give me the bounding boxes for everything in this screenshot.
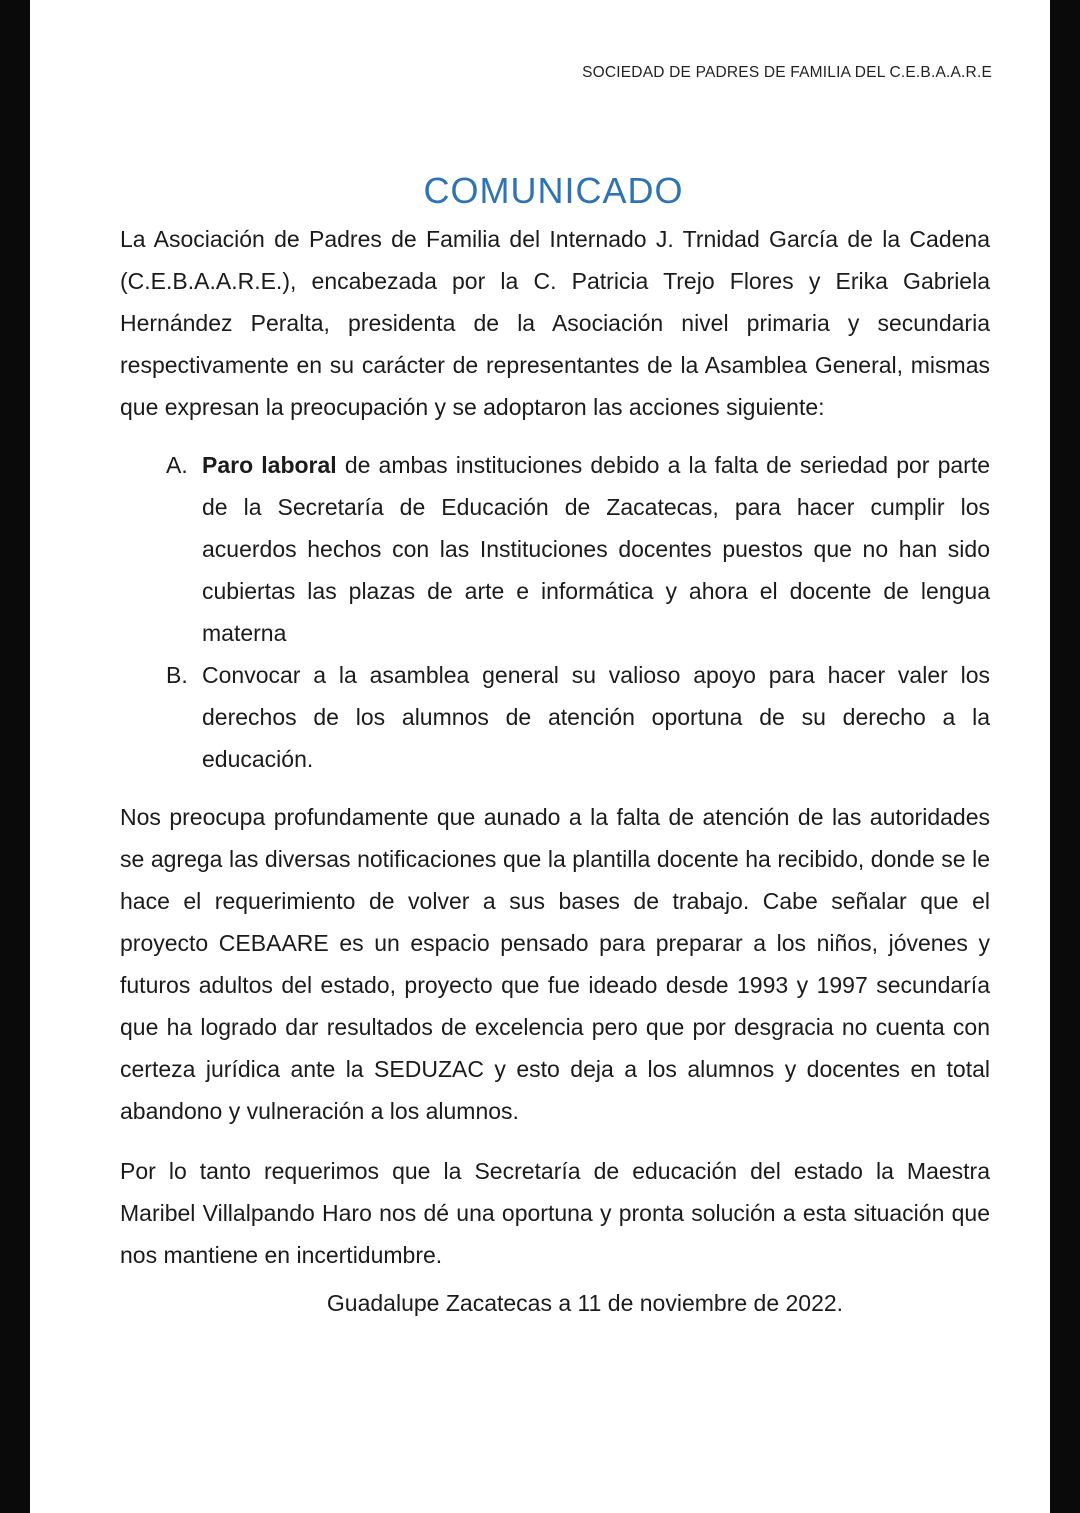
request-paragraph: Por lo tanto requerimos que la Secretaría de educación del estado la Maestra Maribel Villalpando Haro nos dé una oportuna y pronta solución a esta situación que nos mantiene en incertidumbre. [120, 1158, 990, 1268]
list-marker-a: A. [166, 452, 188, 478]
list-marker-b: B. [166, 662, 188, 688]
list-item-a-bold: Paro laboral [202, 452, 337, 478]
list-item-b-text: Convocar a la asamblea general su valioso apoyo para hacer valer los derechos de los alumnos de atención oportuna de su derecho a la educación. [202, 662, 990, 772]
actions-list [166, 444, 990, 780]
list-item-b [166, 654, 990, 780]
document-title: COMUNICADO [423, 170, 684, 211]
closing-date: Guadalupe Zacatecas a 11 de noviembre de 2022. [326, 1290, 844, 1316]
organization-header: SOCIEDAD DE PADRES DE FAMILIA DEL C.E.B.A.A.R.E [582, 64, 992, 81]
list-item-a [166, 444, 990, 654]
list-item-a-text: de ambas instituciones debido a la falta de seriedad por parte de la Secretaría de Educación de Zacatecas, para hacer cumplir los acuerdos hechos con las Instituciones docentes puestos que no han sido cubiertas las plazas de arte e informática y ahora el docente de lengua materna [202, 452, 991, 646]
concern-paragraph: Nos preocupa profundamente que aunado a la falta de atención de las autoridades se agrega las diversas notificaciones que la plantilla docente ha recibido, donde se le hace el requerimiento de volver a sus bases de trabajo. Cabe señalar que el proyecto CEBAARE es un espacio pensado para preparar a los niños, jóvenes y futuros adultos del estado, proyecto que fue ideado desde 1993 y 1997 secundaría que ha logrado dar resultados de excelencia pero que por desgracia no cuenta con certeza jurídica ante la SEDUZAC y esto deja a los alumnos y docentes en total abandono y vulneración a los alumnos. [120, 804, 990, 1124]
intro-paragraph: La Asociación de Padres de Familia del Internado J. Trnidad García de la Cadena (C.E.B.A.A.R.E.), encabezada por la C. Patricia Trejo Flores y Erika Gabriela Hernández Peralta, presidenta de la Asociación nivel primaria y secundaria respectivamente en su carácter de representantes de la Asamblea General, mismas que expresan la preocupación y se adoptaron las acciones siguiente: [120, 226, 990, 420]
document-page [30, 0, 1050, 1513]
